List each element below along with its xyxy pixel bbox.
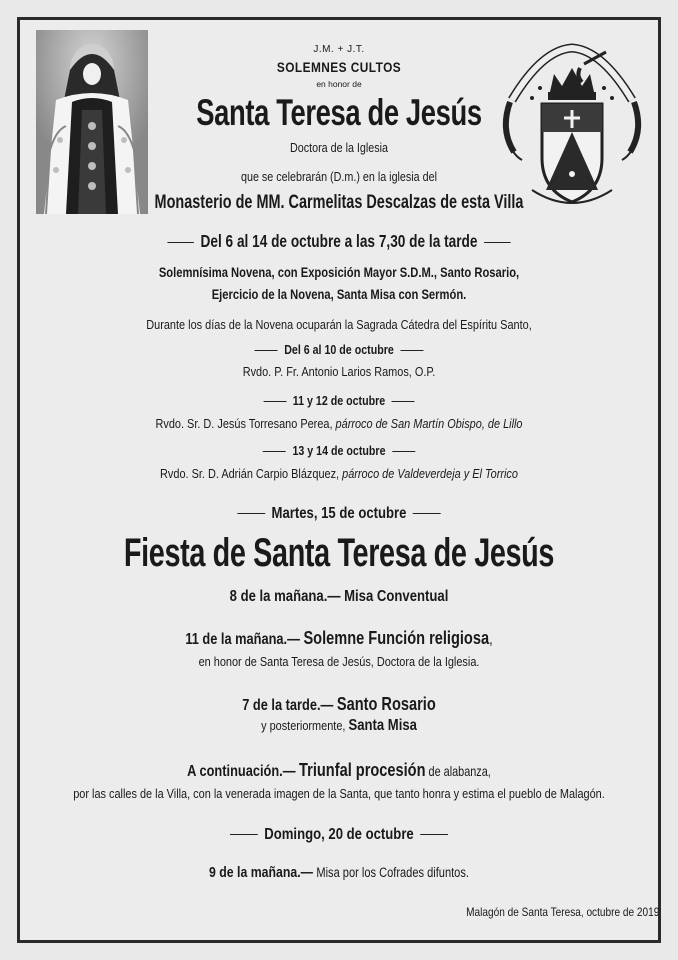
event-punct: , [489,631,493,648]
separator-line [255,350,278,351]
funcion-detail: en honor de Santa Teresa de Jesús, Doctora de la Iglesia. [198,654,480,669]
solemnes-cultos: SOLEMNES CULTOS [276,60,402,75]
event-title: Santo Rosario [336,693,436,714]
preacher-name [54,466,624,481]
event-rest: de alabanza, [425,764,491,779]
novena-dates [75,231,604,252]
preacher-name-text: Rvdo. Sr. D. Adrián Carpio Blázquez, [160,466,343,481]
event-time: A continuación.— [187,763,300,780]
procesion [68,759,610,781]
event-time: 11 de la mañana.— [185,631,304,648]
place-date-footer: Malagón de Santa Teresa, octubre de 2019 [466,905,660,919]
novena-line-2: Ejercicio de la Novena, Santa Misa con Sermón. [211,286,467,302]
separator-line [413,513,441,514]
separator-line [230,834,258,835]
preacher-dates-text: Del 6 al 10 de octubre [284,342,394,357]
separator-line [392,401,415,402]
event-title: Misa por los Cofrades difuntos. [316,865,469,880]
domingo-date-text: Domingo, 20 de octubre [264,826,414,843]
procesion-detail: por las calles de la Villa, con la venerada imagen de la Santa, que tanto honra y estima el pueblo de Malagón. [73,786,605,801]
funcion-religiosa [68,627,610,649]
main-title: Santa Teresa de Jesús [196,92,482,133]
event-title: Santa Misa [348,717,417,734]
event-pre: y posteriormente, [261,718,349,733]
event-time: 7 de la tarde.— [242,697,337,714]
separator-line [400,350,423,351]
preacher-name [54,416,624,431]
monasterio-heading: Monasterio de MM. Carmelitas Descalzas de esta Villa [154,192,524,213]
novena-line-1: Solemnísima Novena, con Exposición Mayor S.D.M., Santo Rosario, [158,264,520,280]
durante-text: Durante los días de la Novena ocuparán la Sagrada Cátedra del Espíritu Santo, [146,317,532,332]
preacher-name-text: Rvdo. P. Fr. Antonio Larios Ramos, O.P. [242,364,436,379]
preacher-name-text: Rvdo. Sr. D. Jesús Torresano Perea, [155,416,336,431]
preacher-dates-text: 11 y 12 de octubre [292,393,386,408]
preacher-dates [61,342,617,357]
separator-line [168,242,195,243]
novena-dates-text: Del 6 al 14 de octubre a las 7,30 de la tarde [200,231,478,251]
separator-line [237,513,265,514]
separator-line [484,242,511,243]
event-title: Triunfal procesión [299,759,426,780]
preacher-dates-text: 13 y 14 de octubre [292,443,386,458]
preacher-role: párroco de San Martín Obispo, de Lillo [335,416,523,431]
separator-line [263,401,286,402]
en-honor-de: en honor de [316,79,362,89]
event-title: Solemne Función religiosa [303,627,490,648]
misa-conventual: 8 de la mañana.— Misa Conventual [229,588,449,605]
preacher-role: párroco de Valdeverdeja y El Torrico [342,466,518,481]
separator-line [420,834,448,835]
domingo-date [61,826,617,844]
preacher-dates [61,393,617,408]
event-time: 9 de la mañana.— [209,864,317,881]
martes-date [61,505,617,523]
misa-difuntos [61,864,617,881]
fiesta-title: Fiesta de Santa Teresa de Jesús [123,531,555,575]
que-se-celebraran: que se celebrarán (D.m.) en la iglesia del [241,170,437,184]
preacher-name [54,364,624,379]
separator-line [263,451,286,452]
santa-misa [54,717,624,735]
preacher-dates [61,443,617,458]
santo-rosario [68,693,610,715]
initials: J.M. + J.T. [313,44,365,55]
martes-date-text: Martes, 15 de octubre [271,505,407,522]
separator-line [392,451,415,452]
doctora-subtitle: Doctora de la Iglesia [289,141,388,155]
